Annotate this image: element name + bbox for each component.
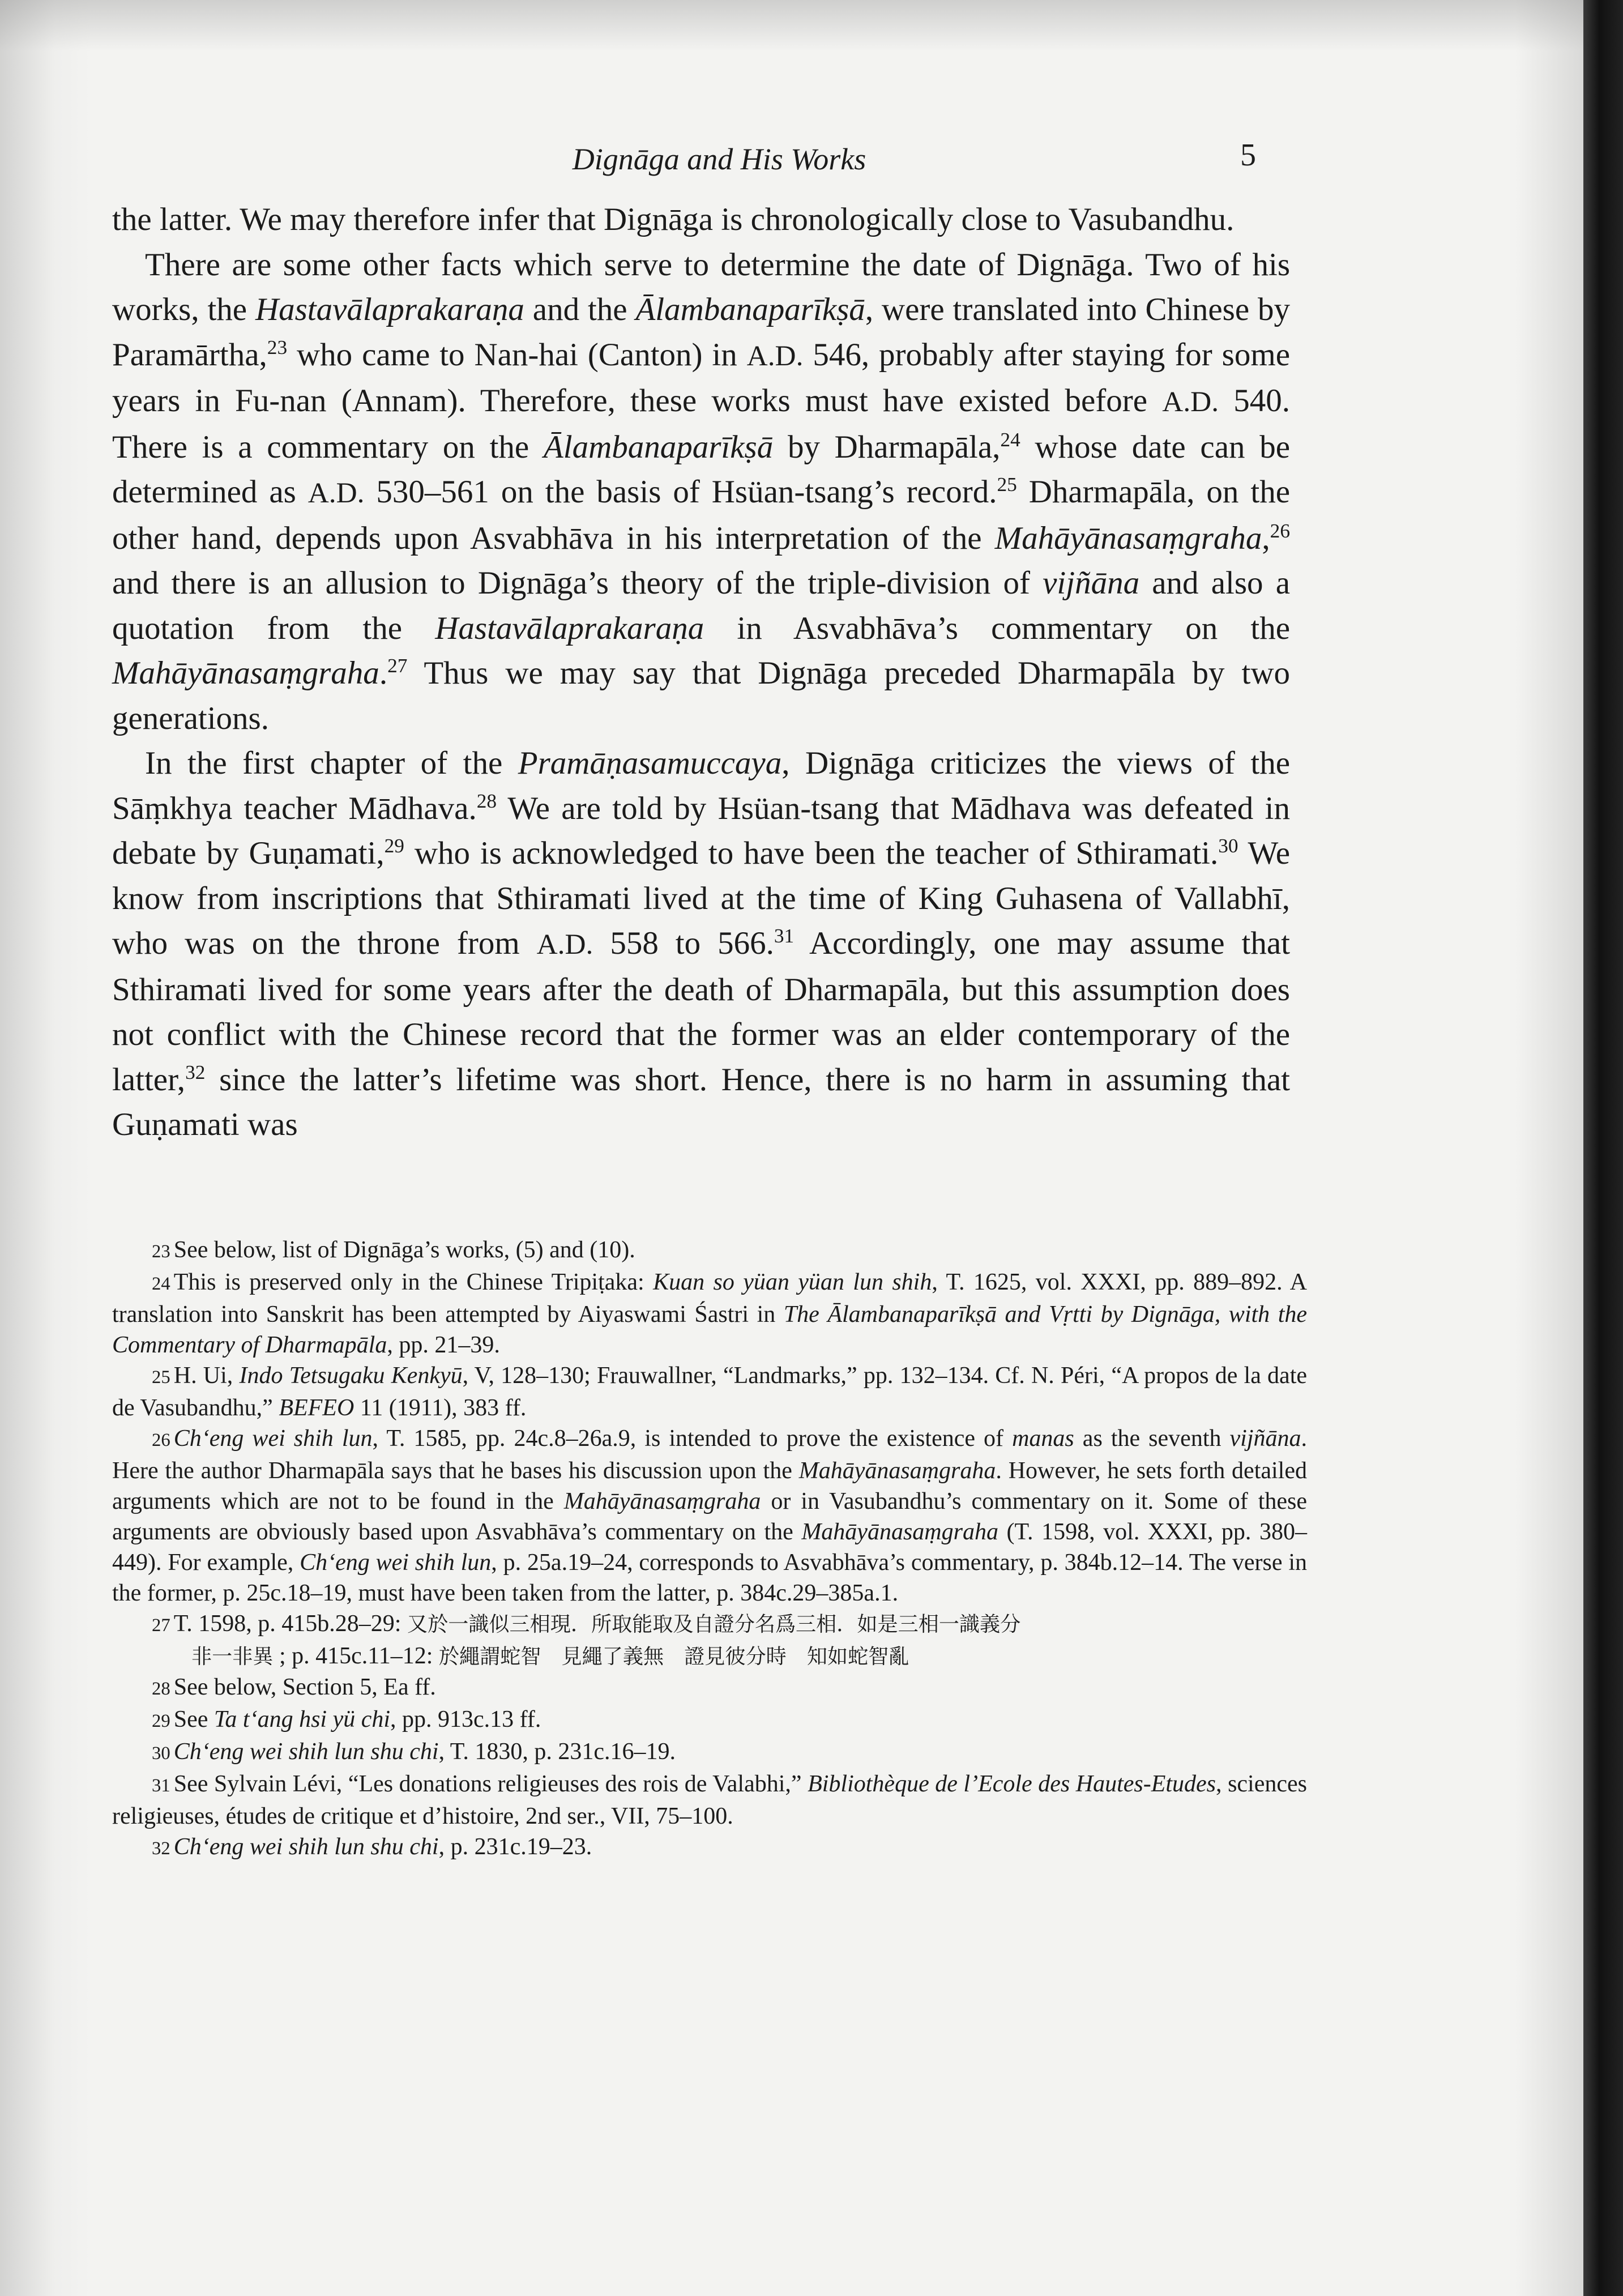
scan-shadow-top (0, 0, 1623, 51)
footnote-ref-32[interactable]: 32 (185, 1061, 206, 1083)
footnote-23: 23 See below, list of Dignāga’s works, (5) and (10). (152, 1237, 635, 1263)
footnote-ref-25[interactable]: 25 (997, 473, 1017, 496)
footnote-31: 31 See Sylvain Lévi, “Les donations religieuses des rois de Valabhi,” Bibliothèque de l’Ecole des Hautes-Etudes, sciences religieuses, études de critique et d’histoire, 2nd ser., VII, 75–100. (112, 1771, 1307, 1829)
scan-shadow-right (1515, 0, 1583, 2296)
footnote-ref-24[interactable]: 24 (1000, 428, 1020, 451)
paragraph-1: the latter. We may therefore infer that Dignāga is chronologically close to Vasubandhu. (112, 202, 1235, 237)
paragraph-2: There are some other facts which serve to determine the date of Dignāga. Two of his works, the Hastavālaprakaraṇa and the Ālambanaparīkṣā, were translated into Chinese by Paramārtha,$^{23}$ who came to Nan-hai (Canton) in A.D. 546, probably after staying for some years in Fu-nan (Annam). Therefore, these works must have existed before A.D. 540. There is a commentary on the Ālambanaparīkṣā by Dharmapāla,$^{24}$ whose date can be determined as A.D. 530–561 on the basis of Hsüan-tsang’s record.$^{25}$ Dharmapāla, on the other hand, depends upon Asvabhāva in his interpretation of the Mahāyānasaṃgraha,$^{26}$ and there is an allusion to Dignāga’s theory of the triple-division of vijñāna and also a quotation from the Hastavālaprakaraṇa in Asvabhāva’s commentary on the Mahāyānasaṃgraha.$^{27}$ Thus we may say that Dignāga preceded Dharmapāla by two generations. (112, 246, 1291, 736)
footnote-32: 32 Ch‘eng wei shih lun shu chi, p. 231c.19–23. (152, 1834, 592, 1860)
chinese-quotation-2: 於繩謂蛇智 見繩了義無 證見彼分時 知如蛇智亂 (438, 1644, 909, 1668)
footnote-27-continuation: 非一非異 ; p. 415c.11–12: 於繩謂蛇智 見繩了義無 證見彼分時 知如蛇智亂 (191, 1643, 909, 1669)
footnote-28: 28 See below, Section 5, Ea ff. (152, 1674, 436, 1700)
footnote-ref-27[interactable]: 27 (387, 655, 408, 677)
footnote-ref-23[interactable]: 23 (267, 336, 288, 359)
footnote-25: 25 H. Ui, Indo Tetsugaku Kenkyū, V, 128–130; Frauwallner, “Landmarks,” pp. 132–134. Cf. N. Péri, “A propos de la date de Vasubandhu,” BEFEO 11 (1911), 383 ff. (112, 1363, 1308, 1421)
paragraph-3: In the first chapter of the Pramāṇasamuccaya, Dignāga criticizes the views of the Sāṃkhya teacher Mādhava.$^{28}$ We are told by Hsüan-tsang that Mādhava was defeated in debate by Guṇamati,$^{29}$ who is acknowledged to have been the teacher of Sthiramati.$^{30}$ We know from inscriptions that Sthiramati lived at the time of King Guhasena of Vallabhī, who was on the throne from A.D. 558 to 566.31 Accordingly, one may assume that Sthiramati lived for some years after the death of Dharmapāla, but this assumption does not conflict with the Chinese record that the former was an elder contemporary of the latter,$^{32}$ since the latter’s lifetime was short. Hence, there is no harm in assuming that Guṇamati was (112, 745, 1290, 1142)
footnote-26: 26 Ch‘eng wei shih lun, T. 1585, pp. 24c.8–26a.9, is intended to prove the existence of manas as the seventh vijñāna. Here the author Dharmapāla says that he bases his discussion upon the Mahāyānasaṃgraha. However, he sets forth detailed arguments which are not to be found in the Mahāyānasaṃgraha or in Vasubandhu’s commentary on it. Some of these arguments are obviously based upon Asvabhāva’s commentary on the Mahāyānasaṃgraha (T. 1598, vol. XXXI, pp. 380–449). For example, Ch‘eng wei shih lun, p. 25a.19–24, corresponds to Asvabhāva’s commentary, p. 384b.12–14. The verse in the former, p. 25c.18–19, must have been taken from the latter, p. 384c.29–385a.1. (112, 1426, 1308, 1606)
footnote-24: 24 This is preserved only in the Chinese Tripiṭaka: Kuan so yüan yüan lun shih, T. 1625, vol. XXXI, pp. 889–892. A translation into Sanskrit has been attempted by Aiyaswami Śastri in The Ālambanaparīkṣā and Vṛtti by Dignāga, with the Commentary of Dharmapāla, pp. 21–39. (112, 1269, 1308, 1358)
footnote-ref-31[interactable]: 31 (774, 925, 795, 947)
chinese-quotation-1: 又於一識似三相現．所取能取及自證分名爲三相．如是三相一識義分 (407, 1612, 1021, 1636)
footnote-ref-29[interactable]: 29 (384, 835, 404, 857)
footnote-ref-26[interactable]: 26 (1270, 519, 1290, 542)
running-head: Dignāga and His Works (572, 142, 866, 176)
footnote-29: 29 See Ta t‘ang hsi yü chi, pp. 913c.13 ff. (152, 1706, 541, 1732)
footnote-27: 27 T. 1598, p. 415b.28–29: 又於一識似三相現．所取能取及自證分名爲三相．如是三相一識義分 非一非異 ; p. 415c.11–12: 於繩謂蛇智 見繩了義無 證見彼分時 知如蛇智亂 (112, 1608, 1307, 1672)
scan-book-edge (1583, 0, 1623, 2296)
scan-shadow-left (0, 0, 91, 2296)
body-text (112, 197, 1290, 1147)
footnote-ref-30[interactable]: 30 (1218, 835, 1238, 857)
footnotes (112, 1235, 1307, 1864)
page-number: 5 (1240, 138, 1256, 173)
footnote-30: 30 Ch‘eng wei shih lun shu chi, T. 1830, p. 231c.16–19. (152, 1739, 676, 1765)
footnote-ref-28[interactable]: 28 (476, 789, 497, 812)
